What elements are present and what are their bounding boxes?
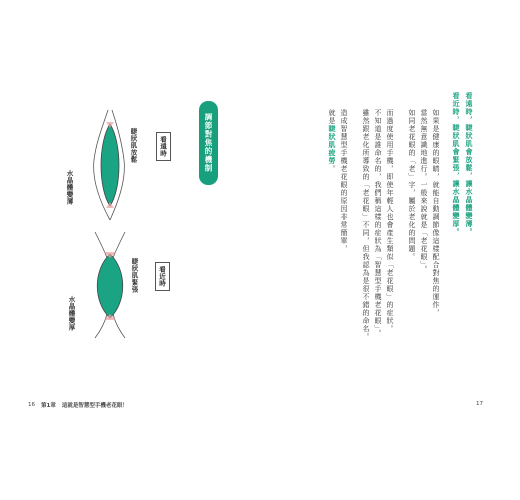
lens-thick-label: 水晶體變厚 (67, 296, 76, 331)
body-p3-line-2 (328, 109, 335, 173)
left-page-number: 16 (28, 402, 35, 408)
ciliary-muscle-relaxed-label: 睫狀肌放鬆 (129, 128, 138, 163)
body-p1-line-1: 如果是健康的眼睛，就能自動調節像這樣配合對焦的運作， (432, 109, 440, 317)
state-box-far: 看遠時 (156, 132, 171, 161)
body-p1-line-3: 如同老花眼的「老」字，屬於老化的問題。 (408, 109, 416, 261)
body-p1-line-2: 當然無意識地進行。一般來說就是「老花眼」。 (420, 109, 428, 274)
lens-diagram-far (80, 108, 140, 223)
body-p3-line-2-prefix: 就是 (328, 109, 336, 125)
body-p3-line-1: 造成智慧型手機老花眼的原因非常簡單， (340, 109, 348, 253)
ciliary-muscle-tense-label: 睫狀肌緊張 (130, 258, 139, 293)
lens-thin-label: 水晶體變薄 (65, 170, 74, 205)
body-p2-line-3: 雖然跟老化所導致的「老花眼」不同，但我認為是很不錯的命名。 (362, 109, 370, 341)
thick-lens-illustration (85, 230, 135, 340)
chapter-title: 這就是智慧型手機老花眼！ (61, 403, 128, 409)
chapter-label: 第1章 (41, 403, 56, 409)
headline-line-2: 看近時，睫狀肌會緊張，讓水晶體變厚。 (452, 92, 460, 236)
thin-lens-shape (101, 124, 119, 206)
state-box-near: 看近時 (155, 262, 170, 291)
right-page-number: 17 (476, 401, 483, 407)
body-p2-line-1: 而過度使用手機，即使年輕人也會產生類似「老花眼」的症狀。 (386, 109, 394, 333)
thin-lens-illustration (80, 108, 140, 223)
body-p2-line-2: 不知道是誰命名的，我們稱這樣的症狀為「智慧型手機老花眼」。 (374, 109, 382, 338)
lens-diagram-near (85, 230, 135, 340)
ciliary-fatigue-highlight: 睫狀肌疲勞 (328, 125, 336, 165)
body-p3-line-2-suffix: 。 (328, 165, 336, 173)
thick-lens-shape (97, 254, 123, 318)
left-footer (28, 401, 128, 409)
headline-line-1: 看遠時，睫狀肌會放鬆，讓水晶體變薄。 (465, 92, 473, 236)
mechanism-title-badge: 調節對焦的機制 (199, 101, 218, 185)
